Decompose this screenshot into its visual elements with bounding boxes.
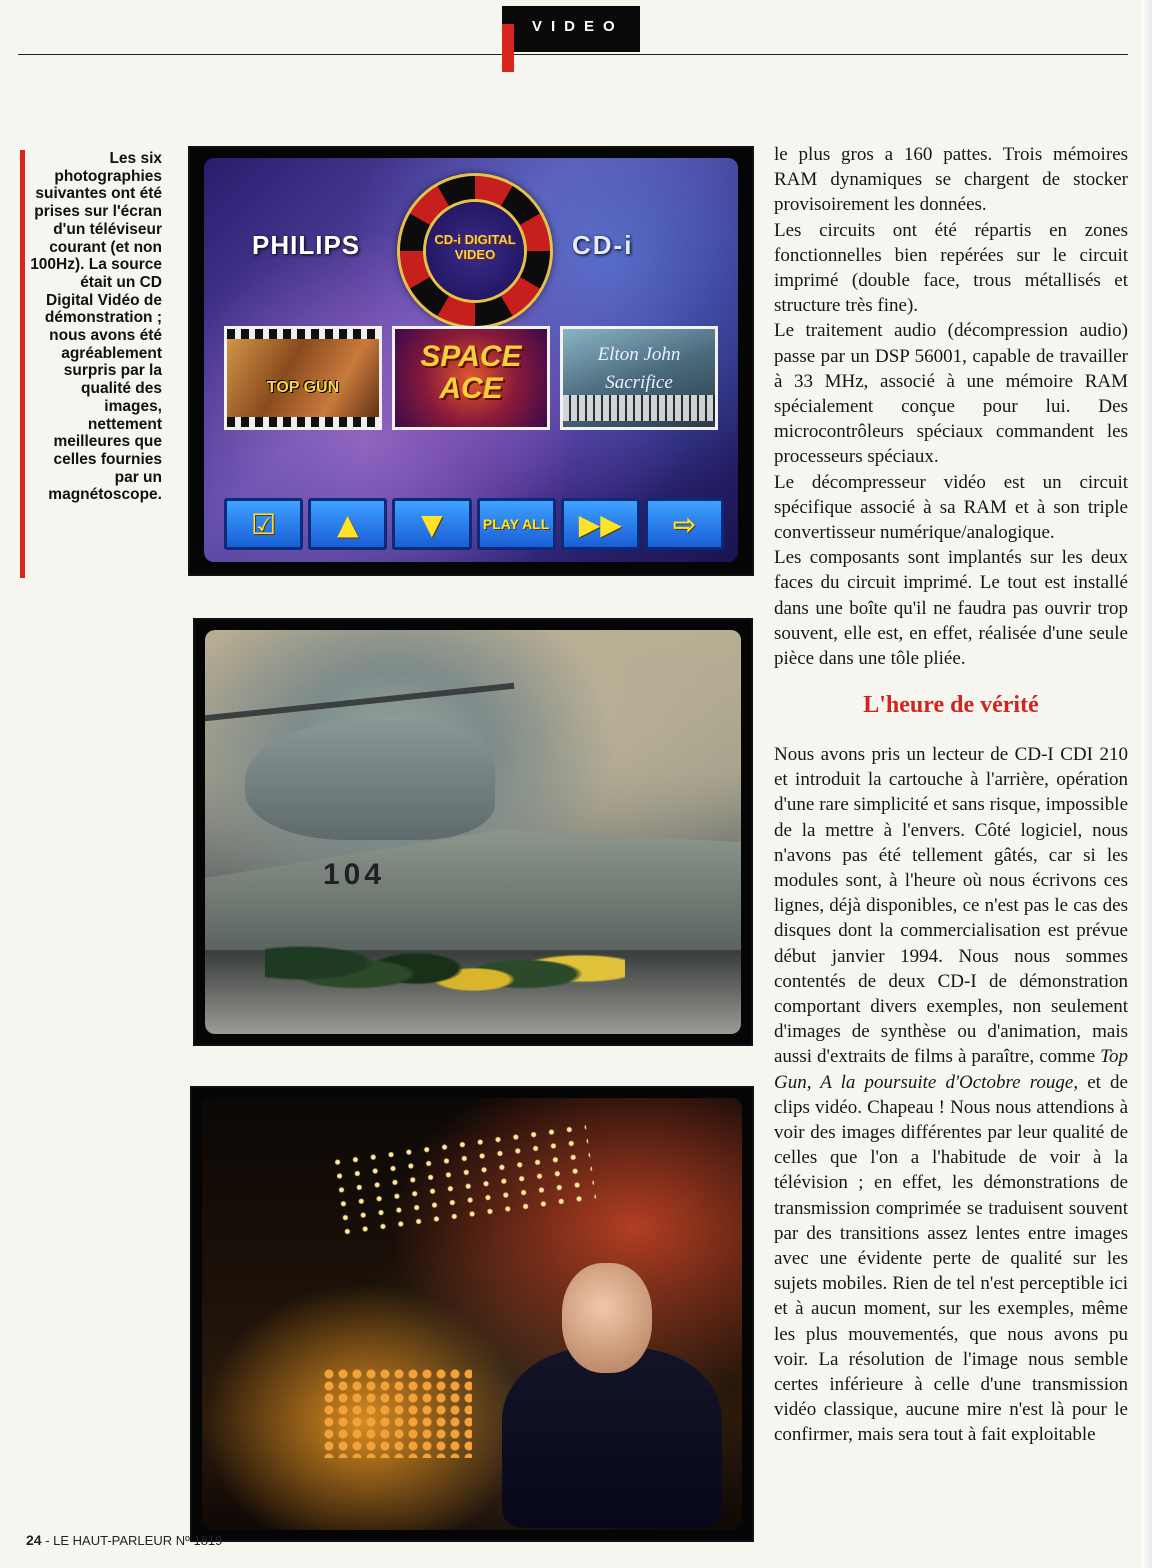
menu-button-row: [224, 498, 724, 550]
article-column-bottom: [774, 742, 1128, 1448]
digital-video-wheel-logo: [400, 176, 550, 326]
photo-music-clip: [192, 1088, 752, 1540]
checkbox-icon: ☑: [224, 498, 303, 550]
publication-name: - LE HAUT-PARLEUR Nº 1819: [45, 1533, 223, 1548]
tv-screen: [202, 1098, 742, 1530]
string-lights: [328, 1120, 597, 1235]
film-titles: Top Gun, A la poursuite d'Octobre rouge,: [774, 1046, 1128, 1093]
cdi-logo: CD-i: [572, 230, 634, 260]
digital-video-logo-text: CD-i DIGITAL VIDEO: [434, 232, 516, 262]
section-tab: [502, 6, 640, 52]
paragraph: Le traitement audio (décompression audio) passe par un DSP 56001, capable de travailler à 33 MHz, associé à une mémoire RAM spécialement conçue pour lui. Des microcontrôleurs spéciaux commandent les processeurs spéciaux.: [774, 320, 1128, 468]
paragraph: [774, 742, 1128, 1448]
paragraph-text: et de clips vidéo. Chapeau ! Nous nous attendions à voir des images différentes par leur qualité de celles que l'on a l'habitude de voir à la télévision ; en effet, les démonstrations de transmission comprimée se traduisent souvent par des transitions assez lentes entre images avec une évidente perte de qualité sur les sujets mobiles. Rien de tel n'est perceptible ici et à aucun moment, sur les exemples, même les plus mouvementés, que nous avons pu voir. La résolution de l'image nous semble certes inférieure à celle d'une transmission vidéo classique, aucune mire n'est là pour le confirmer, mais sera tout à fait exploitable: [774, 1071, 1128, 1446]
paragraph: le plus gros a 160 pattes. Trois mémoires RAM dynamiques se chargent de stocker provisoirement les données.: [774, 144, 1128, 216]
play-all-button: PLAY ALL: [477, 498, 556, 550]
section-label: VIDEO: [532, 18, 624, 35]
exit-icon: ⇨: [645, 498, 724, 550]
fast-forward-icon: ▶▶: [561, 498, 640, 550]
piano-keys: [563, 395, 715, 421]
paragraph: Les circuits ont été répartis en zones fonctionnelles bien repérées sur le circuit imprimé (double face, trous métallisés et structure très fine).: [774, 219, 1128, 317]
thumbnail-title: Elton John Sacrifice: [597, 344, 681, 393]
page-edge: [1142, 0, 1152, 1568]
seated-man-head: [562, 1263, 652, 1373]
arrow-up-icon: ▲: [308, 498, 387, 550]
section-tab-red-bar: [502, 24, 514, 72]
deck-crew: [265, 930, 625, 1034]
photo-aircraft-carrier: [195, 620, 751, 1044]
thumbnail-title: TOP GUN: [266, 379, 340, 396]
paragraph-text: Nous avons pris un lecteur de CD-I CDI 210 et introduit la cartouche à l'arrière, opération d'une rare simplicité et sans risque, impossible de la mettre à l'envers. Côté logiciel, nous n'avons pas été tellement gâtés, car si les modules sont, à l'heure où nous écrivons ces lignes, déjà disponibles, ce n'est pas le cas des disques dont la commercialisation est prévue début janvier 1994. Nous nous sommes contentés de deux CD-I de démonstration comportant divers exemples, non seulement d'images de synthèse ou d'animation, mais aussi d'extraits de films à paraître, comme: [774, 744, 1128, 1068]
page-number: 24: [26, 1532, 42, 1548]
thumbnail-title: SPACE ACE: [420, 340, 522, 405]
thumbnail-space-ace: [392, 326, 550, 430]
photo-caption: Les six photographies suivantes ont été prises sur l'écran d'un téléviseur courant (et non 100Hz). La source était un CD Digital Vidéo de démonstration ; nous avons été agréablement surpris par la qualité des images, nettement meilleures que celles fournies par un magnétoscope.: [30, 150, 162, 504]
aircraft-number: 104: [323, 858, 386, 891]
helicopter: [245, 720, 495, 840]
digital-video-wheel-center: [426, 202, 524, 300]
tv-screen: [205, 630, 741, 1034]
arrow-down-icon: ▼: [392, 498, 471, 550]
paragraph: Les composants sont implantés sur les deux faces du circuit imprimé. Le tout est installé dans une boîte qu'il ne faudra pas ouvrir trop souvent, elle est, en effet, réalisée d'une seule pièce dans une tôle pliée.: [774, 547, 1128, 670]
thumbnail-top-gun: [224, 326, 382, 430]
paragraph: Le décompresseur vidéo est un circuit spécifique associé à sa RAM et à son triple convertisseur numérique/analogique.: [774, 471, 1128, 544]
thumbnail-elton-john: [560, 326, 718, 430]
page-footer: [26, 1532, 222, 1548]
header-rule: [18, 54, 1128, 55]
helicopter-rotor: [205, 683, 514, 723]
tv-screen: [204, 158, 738, 562]
section-heading: L'heure de vérité: [863, 692, 1039, 718]
flowers: [322, 1368, 472, 1458]
article-column-top: [774, 142, 1128, 671]
photo-cdi-menu: [190, 148, 752, 574]
philips-logo: PHILIPS: [252, 230, 361, 260]
caption-accent-bar: [20, 150, 25, 578]
seated-man-body: [502, 1348, 722, 1528]
